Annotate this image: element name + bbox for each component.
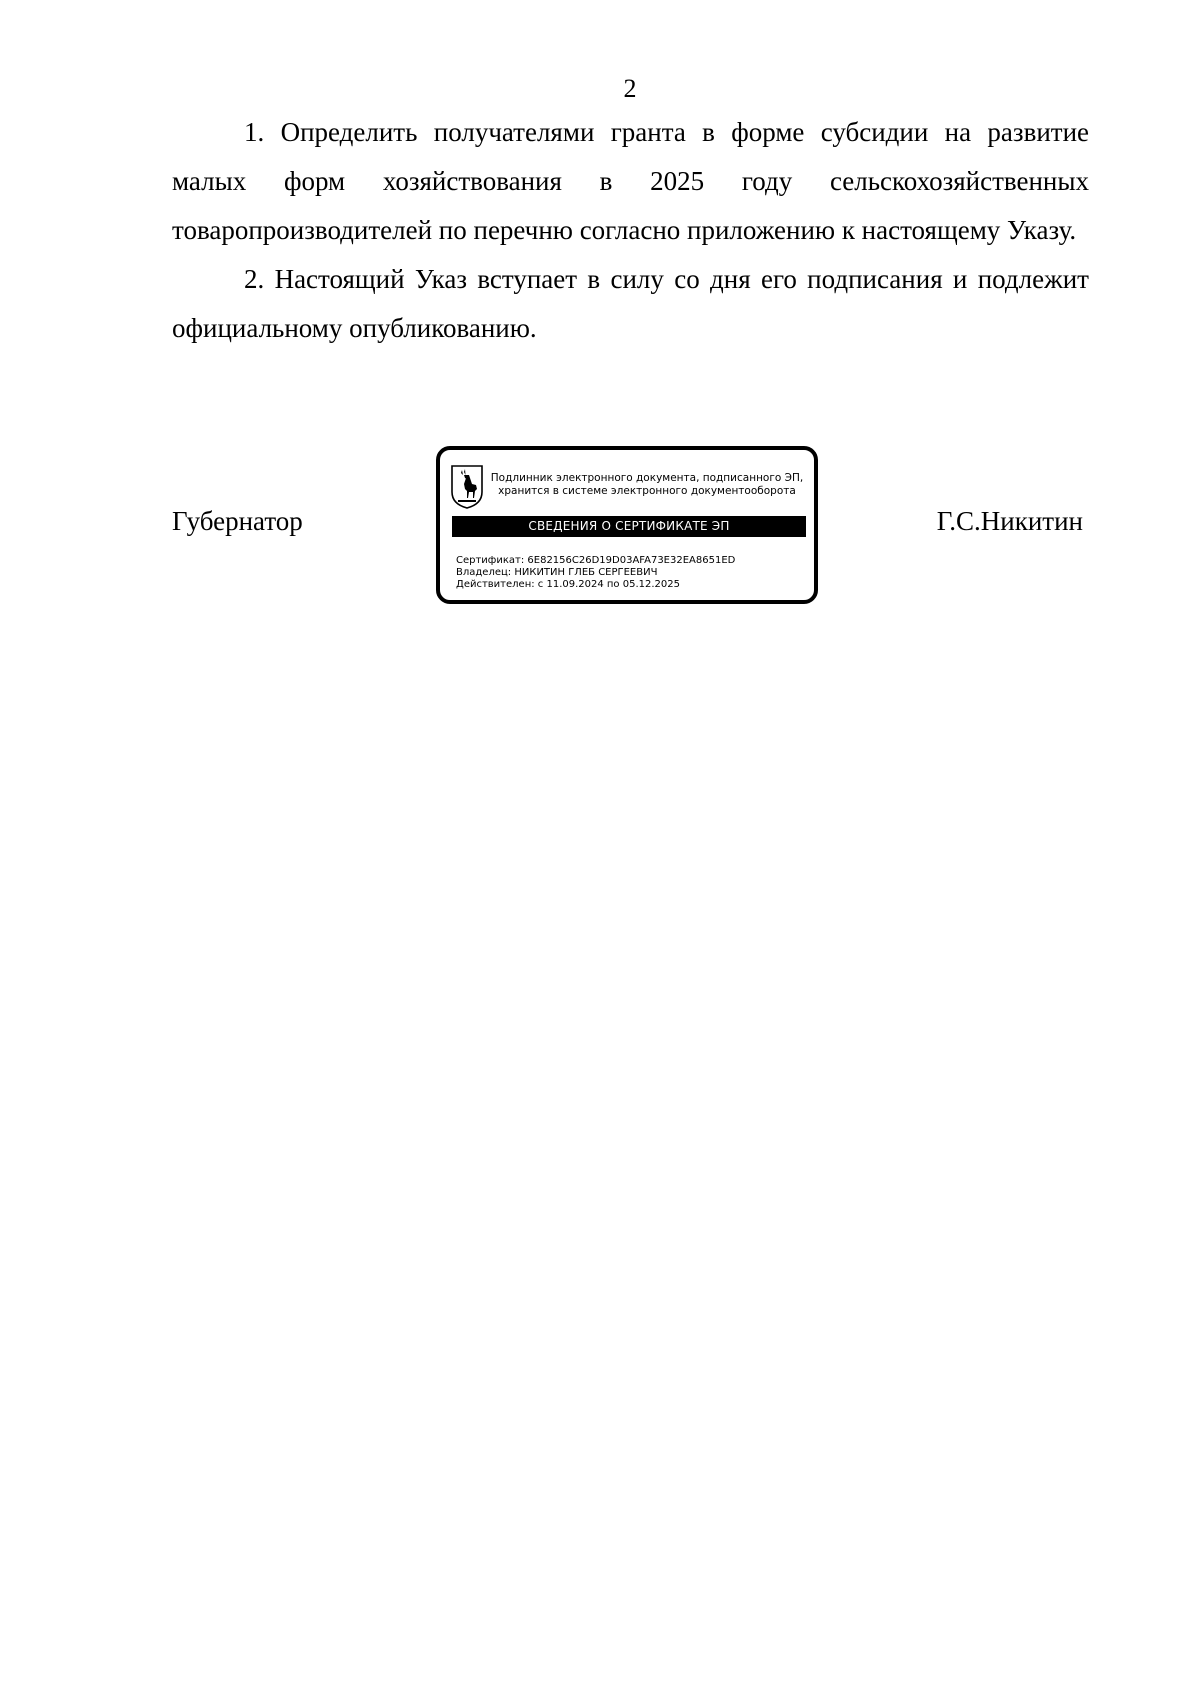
certificate-validity: Действителен: с 11.09.2024 по 05.12.2025 xyxy=(456,579,680,590)
paragraph-1: 1. Определить получателями гранта в форме субсидии на развитие малых форм хозяйствования в 2025 году сельскохозяйственных товаропроизводителей по перечню согласно приложению к настоящему Указу. xyxy=(172,117,1089,245)
deer-coat-of-arms-icon xyxy=(450,464,484,510)
stamp-header-line-2: хранится в системе электронного документооборота xyxy=(498,485,796,497)
stamp-certificate-details xyxy=(456,555,806,591)
electronic-signature-stamp xyxy=(436,446,818,604)
signatory-name: Г.С.Никитин xyxy=(936,506,1083,536)
certificate-number: Сертификат: 6E82156C26D19D03AFA73E32EA8651ED xyxy=(456,555,736,566)
stamp-header-line-1: Подлинник электронного документа, подписанного ЭП, xyxy=(490,472,804,484)
signature-block xyxy=(172,446,1089,610)
page-number: 2 xyxy=(623,74,637,103)
stamp-title: СВЕДЕНИЯ О СЕРТИФИКАТЕ ЭП xyxy=(452,516,806,537)
document-body xyxy=(172,108,1089,353)
paragraph-2: 2. Настоящий Указ вступает в силу со дня его подписания и подлежит официальному опубликованию. xyxy=(172,264,1089,343)
signatory-position: Губернатор xyxy=(172,506,303,536)
stamp-header xyxy=(450,464,806,510)
certificate-owner: Владелец: НИКИТИН ГЛЕБ СЕРГЕЕВИЧ xyxy=(456,567,658,578)
